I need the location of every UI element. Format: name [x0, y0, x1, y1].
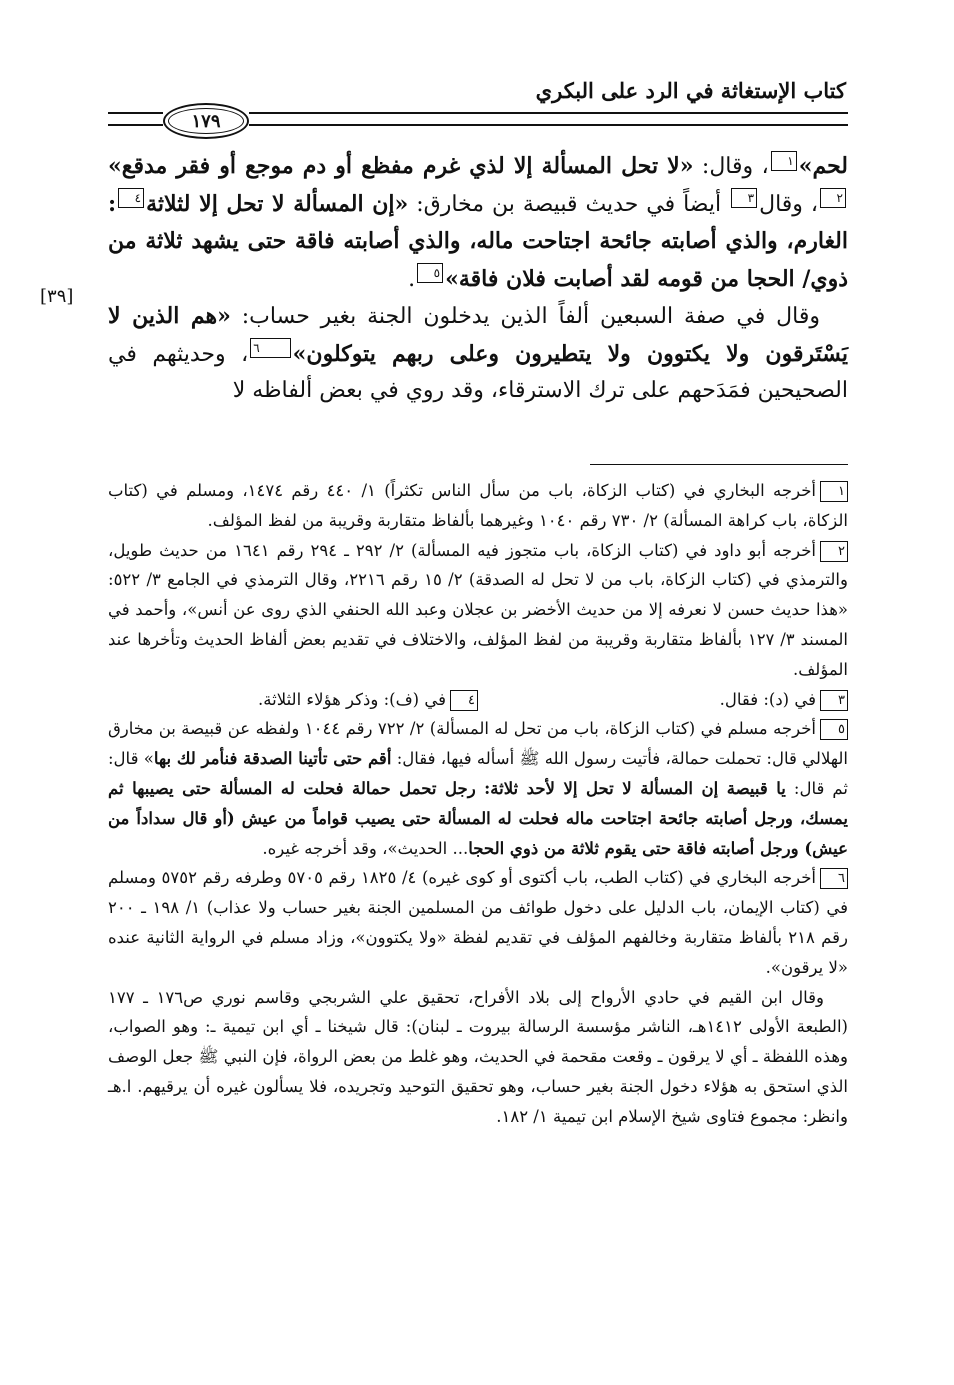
- footnote-text: أخرجه أبو داود في (كتاب الزكاة، باب متجوز فيه المسألة) ٢/ ٢٩٢ ـ ٢٩٤ رقم ١٦٤١ من حديث طويل، والترمذي في (كتاب الزكاة، باب من لا تحل له الصدقة) ٢/ ١٥ رقم ٢٢١٦، وقال الترمذي في الجامع ٣/ ٥٢٢: «هذا حديث حسن لا نعرفه إلا من حديث الأخضر بن عجلان وعبد الله الحنفي الذي روى عن أنس»، وأحمد في المسند ٣/ ١٢٧ بألفاظ متقاربة وقريبة من لفظ المؤلف، والاختلاف في تقديم بعض ألفاظ الحديث وتأخرها عند المؤلف.: [108, 540, 848, 679]
- text-run: ، وقال: [759, 191, 818, 217]
- footnote-ref: ٢: [820, 188, 846, 208]
- footnote-text: » قال: ثم قال:: [108, 749, 848, 798]
- footnote-ref: ٣: [731, 188, 757, 208]
- footnotes: [108, 476, 848, 1132]
- footnotes-3-4: [108, 685, 848, 715]
- text-run: لحم»: [798, 153, 848, 179]
- footnote-number: ٣: [820, 690, 848, 711]
- text-run: ، وحديثهم في الصحيحين فمَدَحهم على ترك الاسترقاء، وقد روي في بعض ألفاظه لا: [108, 341, 848, 403]
- footnote-2: [108, 536, 848, 685]
- footnote-number: ١: [820, 481, 848, 502]
- footnote-text: في (ف): وذكر هؤلاء الثلاثة.: [258, 689, 446, 709]
- header-rule-right-2: [249, 124, 848, 126]
- footnote-text: أخرجه البخاري في (كتاب الزكاة، باب من سأل الناس تكثراً) ١/ ٤٤٠ رقم ١٤٧٤، ومسلم في (كتاب الزكاة، باب كراهة المسألة) ٢/ ٧٣٠ رقم ١٠٤٠ وغيرهما بألفاظ متقاربة وقريبة من لفظ المؤلف.: [108, 481, 848, 530]
- footnote-ref: ٦: [250, 338, 290, 358]
- footnote-ref: ٥: [417, 263, 443, 283]
- page-number: ١٧٩: [168, 108, 244, 134]
- text-run: ، وقال:: [693, 154, 769, 179]
- footnote-ref: ٤: [118, 188, 144, 208]
- main-text: [108, 148, 848, 410]
- footnote-text: في (د): فقال.: [719, 689, 816, 709]
- footnote-ref: ١: [771, 151, 797, 171]
- header-rule-left-2: [108, 124, 163, 126]
- footnote-number: ٥: [820, 719, 848, 740]
- footnote-text-bold: يا قبيصة إن المسألة لا تحل إلا لأحد ثلاثة: رجل تحمل حمالة فحلت له المسألة حتى يصيبها ثم يمسك، ورجل أصابته جائحة اجتاحت ماله فحلت له المسألة حتى يصيب قواماً من عيش (أو قال سداداً من عيش) ورجل أصابته فاقة حتى يقوم ثلاثة من ذوي الحجا: [108, 778, 848, 858]
- footnote-number: ٤: [450, 690, 478, 711]
- footnote-5: [108, 714, 848, 863]
- text-run: .: [408, 266, 416, 292]
- running-title: كتاب الإستغاثة في الرد على البكري: [535, 78, 846, 103]
- header-rule-left: [108, 112, 163, 114]
- page-number-oval: [163, 103, 249, 139]
- footnote-3: [478, 685, 848, 715]
- text-run: «هم الذين لا يَسْتَرقون ولا يكتوون ولا يتطيرون وعلى ربهم يتوكلون»: [108, 303, 849, 367]
- footnote-4: [108, 685, 478, 715]
- text-run: «إن المسألة لا تحل إلا لثلاثة: [146, 190, 409, 217]
- text-run: «لا تحل المسألة إلا لذي غرم مفظع أو دم موجع أو فقر مدقع»: [108, 153, 694, 179]
- footnote-1: [108, 476, 848, 536]
- text-run: أيضاً في حديث قبيصة بن مخارق:: [408, 191, 730, 217]
- paragraph-1: [108, 148, 848, 298]
- footnote-number: ٦: [820, 868, 848, 889]
- footnote-text: أخرجه البخاري في (كتاب الطب، باب أكتوى أو كوى غيره) ٤/ ١٨٢٥ رقم ٥٧٠٥ وطرفه رقم ٥٧٥٢ ومسلم في (كتاب الإيمان، باب الدليل على دخول طوائف من المسلمين الجنة بغير حساب ولا عذاب) ١/ ١٩٨ ـ ٢٠٠ رقم ٢١٨ بألفاظ متقاربة وخالفهم المؤلف في تقديم لفظة «ولا يكتوون»، وزاد مسلم في الرواية الثانية عنده «لا يرقون».: [108, 868, 848, 977]
- text-run: : الغارم، والذي أصابته جائحة اجتاحت ماله، والذي أصابته فاقة حتى يشهد ثلاثة من ذوي/ الحجا من قومه لقد أصابت فلان فاقة»: [108, 190, 848, 292]
- footnote-text: أخرجه مسلم في (كتاب الزكاة، باب من تحل له المسألة) ٢/ ٧٢٢ رقم ١٠٤٤ ولفظه عن قبيصة بن مخارق الهلالي قال: تحملت حمالة، فأتيت رسول الله ﷺ أسأله فيها، فقال:: [108, 719, 849, 769]
- footnote-text: ... الحديث»، وقد أخرجه غيره.: [262, 838, 469, 858]
- footnote-separator: [590, 464, 848, 465]
- header-rule-right: [249, 112, 848, 114]
- footnote-6-continuation: وقال ابن القيم في حادي الأرواح إلى بلاد الأفراح، تحقيق علي الشربجي وقاسم نوري ص١٧٦ ـ ١٧٧ (الطبعة الأولى ١٤١٢هـ، الناشر مؤسسة الرسالة بيروت ـ لبنان): قال شيخنا ـ أي ابن تيمية ـ: وهو الصواب، وهذه اللفظة ـ أي لا يرقون ـ وقعت مقحمة في الحديث، وهو غلط من بعض الرواة، فإن النبي ﷺ جعل الوصف الذي استحق به هؤلاء دخول الجنة بغير حساب، وهو تحقيق التوحيد وتجريده، فلا يسألون غيره أن يرقيهم. ا.هـ وانظر: مجموع فتاوى شيخ الإسلام ابن تيمية ١/ ١٨٢.: [108, 987, 848, 1126]
- footnote-number: ٢: [820, 541, 848, 562]
- footnote-text-bold: أقم حتى تأتينا الصدقة فنأمر لك بها: [153, 749, 392, 769]
- text-run: وقال في صفة السبعين ألفاً الذين يدخلون الجنة بغير حساب:: [230, 304, 820, 329]
- footnote-6: [108, 863, 848, 982]
- paragraph-2: [108, 298, 848, 410]
- manuscript-folio-marker: [٣٩]: [40, 286, 74, 307]
